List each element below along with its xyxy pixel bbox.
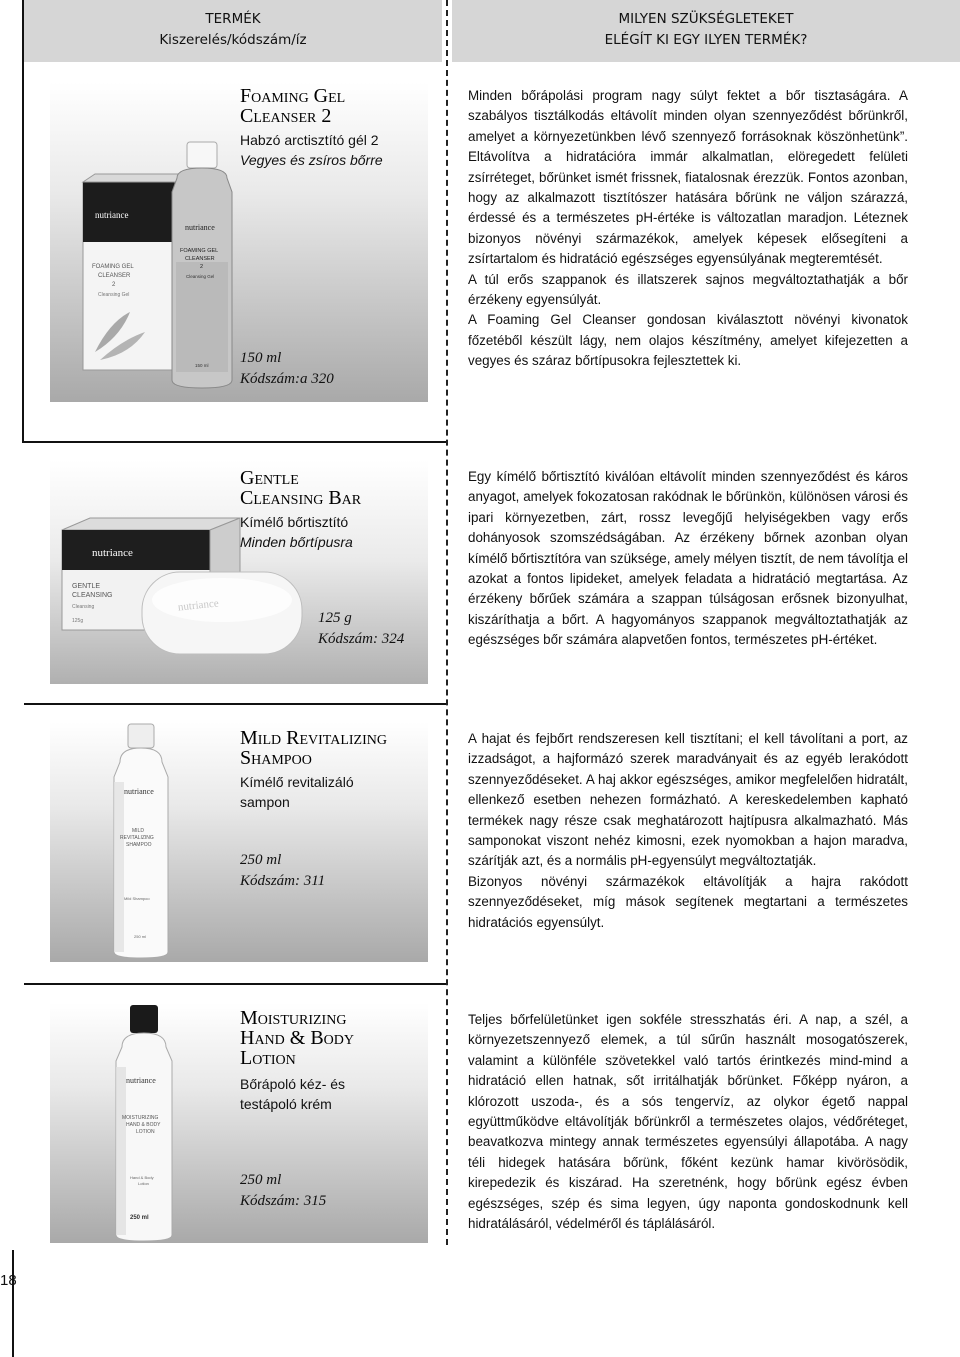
product-meta	[240, 348, 334, 390]
product-size: 250 ml	[240, 852, 282, 868]
bottle-line1: MOISTURIZING	[122, 1115, 159, 1121]
box-brand-text: nutriance	[92, 547, 133, 559]
box-line1: GENTLE	[72, 583, 101, 590]
header-needs-line2: ELÉGÍT KI EGY ILYEN TERMÉK?	[604, 32, 808, 48]
bottle-line5: 250 ml	[134, 934, 147, 939]
product-meta	[318, 608, 404, 650]
header-product	[24, 0, 442, 62]
product-code: Kódszám: 315	[240, 1193, 327, 1209]
header-needs-line1: MILYEN SZÜKSÉGLETEKET	[618, 11, 794, 27]
bottle-line4: Mild Shampoo	[124, 896, 150, 901]
bottle-line3: SHAMPOO	[126, 842, 152, 848]
bottle-line6: 250 ml	[130, 1215, 149, 1221]
bottle-line2: CLEANSER	[185, 256, 215, 262]
bottle-line4: Hand & Body	[130, 1175, 154, 1180]
product-description: Teljes bőrfelületünket igen sokféle stresszhatás éri. A nap, a szél, a környezetszennyező elemek, a túl sűrűn használt mosogatószerek, valamint a különféle szövetekkel való tartós érintkezés mind-mind a hidratáció ellen hatnak, sőt irritálhatják bőrünket. Főképp nyáron, a klórozott uszoda-, és a sós tengervíz, az olykor égető nappal együttműködve eltávolítják bőrünkről a természetes olajos, védőréteget, beavatkozva mintegy annak természetes egyensúlyi állapotába. A nagy téli hidegek hatására bőrünk, főként kezünk hamar kivörösödik, kirepedezik és kiszárad. Ha szeretnénk, hogy bőrünk egész évben egészséges, szép és sima legyen, úgy naponta gondoskodnunk kell hidratálásáról, védelméről és táplálásáról.	[468, 1012, 908, 1232]
bottle-line5: Lotion	[138, 1181, 149, 1186]
section-rule	[24, 703, 446, 705]
box-line2: CLEANSING	[72, 592, 113, 599]
left-rule	[22, 0, 24, 443]
product-subtitle: Kímélő revitalizáló sampon	[240, 774, 354, 810]
product-code: Kódszám: 324	[318, 631, 405, 647]
product-code: Kódszám:a 320	[240, 371, 334, 387]
product-subtitle: Kímélő bőrtisztító Minden bőrtípusra	[240, 514, 353, 550]
header-product-title: TERMÉK	[205, 11, 261, 27]
product-size: 250 ml	[240, 1172, 282, 1188]
section-rule	[22, 441, 446, 443]
bottle-line5: 150 ml	[195, 363, 209, 368]
product-size: 150 ml	[240, 350, 282, 366]
product-meta	[240, 850, 325, 892]
bottle-line4: Cleansing Gel	[186, 274, 215, 279]
section-rule	[24, 983, 446, 985]
product-title: Foaming Gel Cleanser 2	[240, 85, 346, 127]
bottle-line3: LOTION	[136, 1129, 155, 1135]
product-subtitle: Habzó arctisztító gél 2 Vegyes és zsíros bőrre	[240, 132, 383, 168]
box-product-line2: CLEANSER	[98, 273, 131, 279]
product-code: Kódszám: 311	[240, 873, 326, 889]
box-product-line1: FOAMING GEL	[92, 264, 134, 270]
bottle-brand-text: nutriance	[185, 223, 215, 232]
box-product-line4: Cleansing Gel	[98, 292, 130, 298]
box-brand-text: nutriance	[95, 210, 129, 220]
soap-brand-text: nutriance	[177, 597, 220, 614]
page-number-box	[0, 1250, 14, 1357]
product-size: 125 g	[318, 610, 352, 626]
product-title: Mild Revitalizing Shampoo	[240, 727, 387, 769]
product-image-cleansing-bar	[50, 460, 428, 684]
box-line4: 125g	[72, 618, 84, 624]
box-line3: Cleansing	[72, 604, 95, 610]
bottle-line1: MILD	[132, 828, 144, 834]
product-title: Gentle Cleansing Bar	[240, 467, 362, 509]
bottle-line1: FOAMING GEL	[180, 248, 219, 254]
product-title: Moisturizing Hand & Body Lotion	[240, 1007, 355, 1069]
header-needs	[452, 0, 960, 62]
bottle-brand-text: nutriance	[124, 787, 154, 796]
product-description: A hajat és fejbőrt rendszeresen kell tisztítani; el kell távolítani a port, az izzadságot, a hajformázó szerek maradványait és az egyéb lerakódott szennyeződéseket. A haj akkor egészséges, amikor megfelelően hidratált, ellenkező esetben nehezen formázható. A kereskedelemben kapható termékek nagy része csak meghatározott hajtípusra alkalmazható. Más samponokat viszont nehéz kimosni, ezek nyomokban a hajon maradva, szárítják azt, és a normális pH-egyensúlyt megváltoztatják. Bizonyos növényi származékok eltávolítják a hajra rakódott szennyeződéseket, míg mások segítenek megtartani a természetes hidratációs egyensúlyt.	[468, 731, 908, 930]
product-meta	[240, 1170, 326, 1212]
page-number: 18	[0, 1272, 17, 1289]
product-image-lotion	[50, 1003, 428, 1243]
product-description: Minden bőrápolási program nagy súlyt fektet a bőr tisztaságára. A szabályos tisztálkodás eltávolít minden olyan szennyeződést bőrünkről, amelyet a környezetünkben lévő szennyező forrásoknak köszönhetünk”. Eltávolítva a hidratációra immár alkalmatlan, elöregedett felületi zsírréteget, bőrünket ismét frissnek, fiatalosnak érezzük. Fontos azonban, hogy az alkalmazott tisztítószer hatására bőrünk ne váljon szárazzá, érdessé és a természetes pH-értéke is változatlan maradjon. Léteznek bizonyos növényi származékok, amelyek képesek elősegíteni a zsírtartalom és hidratáció egészséges egyensúlyának megteremtését. A túl erős szappanok és illatszerek sajnos megváltoztathatják a bőr érzékeny egyensúlyát. A Foaming Gel Cleanser gondosan kiválasztott növényi kivonatok főzetéből készült lágy, nem olajos készítmény, amelyet kifejezetten a vegyes és száraz bőrtípusokra fejlesztettek ki.	[468, 88, 908, 369]
bottle-brand-text: nutriance	[126, 1076, 156, 1085]
bottle-line3: 2	[200, 264, 204, 270]
bottle-line2: HAND & BODY	[126, 1122, 161, 1128]
bottle-line2: REVITALIZING	[120, 835, 154, 841]
box-product-line3: 2	[112, 282, 116, 288]
column-divider	[446, 0, 448, 1245]
product-subtitle: Bőrápoló kéz- és testápoló krém	[240, 1076, 346, 1112]
header-product-subtitle: Kiszerelés/kódszám/íz	[159, 32, 307, 48]
product-description: Egy kímélő bőrtisztító kiválóan eltávolít minden szennyeződést és káros anyagot, amelyek fokozatosan rakódnak le bőrünkön, különösen városi és ipari környezetben, zárt, rossz levegőjű helyiségekben vagy erős dohányosok szomszédságában. Az érzékeny bőrnek azonban olyan kímélő bőrtisztítóra van szüksége, amely mélyen tisztít, de nem távolítja el azokat a fontos lipideket, amelyek feladata a hidratáció megtartása. Az érzékeny bőrűek számára a szappan túlságosan erősnek bizonyulhat, kiszáríthatja a bőrt. A hagyományos szappanok megváltoztathatják az egészséges bőr számára alapvetően fontos, természetes pH-értéket.	[468, 469, 908, 648]
